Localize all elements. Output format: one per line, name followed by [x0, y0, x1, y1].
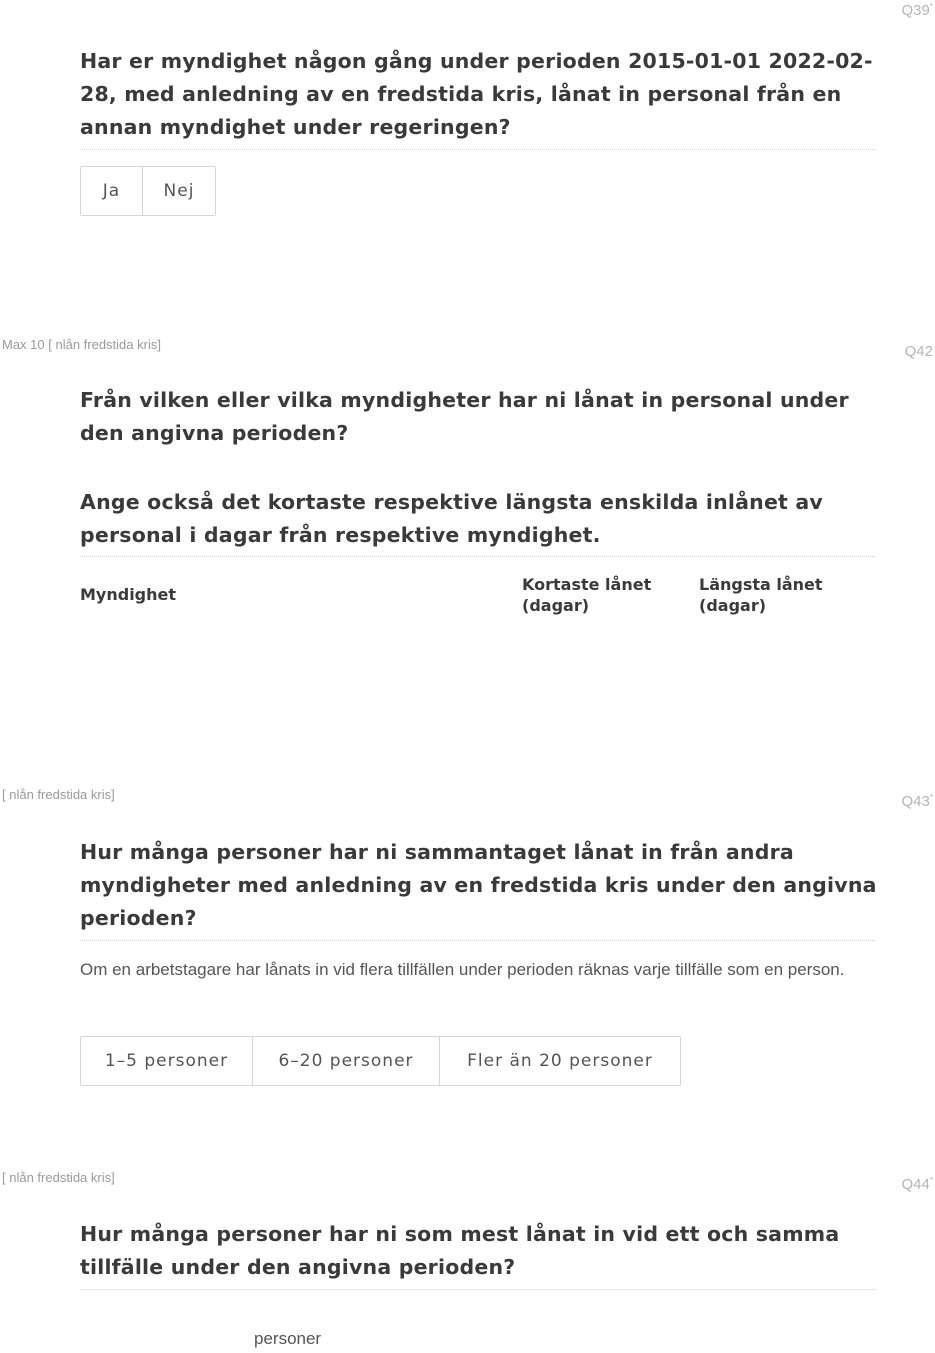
question-title: Har er myndighet någon gång under perioden 2015-01-01 2022-02-28, med anledning av en fredstida kris, lånat in personal från en annan myndighet under regeringen?	[80, 49, 873, 139]
divider	[80, 1289, 875, 1290]
column-header-longest: Längsta lånet (dagar)	[699, 575, 823, 615]
required-mark: *	[929, 793, 933, 802]
required-mark: *	[929, 1176, 933, 1185]
count-button-group	[80, 1036, 681, 1086]
option-1-5-button[interactable]: 1–5 personer	[81, 1037, 253, 1085]
column-header-authority: Myndighet	[80, 585, 177, 604]
option-6-20-button[interactable]: 6–20 personer	[253, 1037, 440, 1085]
question-number: Q39*	[901, 2, 933, 19]
column-header-shortest: Kortaste lånet (dagar)	[522, 575, 652, 615]
yes-no-button-group	[80, 166, 216, 216]
required-mark: *	[929, 2, 933, 11]
unit-label: personer	[254, 1329, 322, 1348]
routing-label: [ nlån fredstida kris]	[2, 787, 115, 802]
option-over-20-button[interactable]: Fler än 20 personer	[440, 1037, 680, 1085]
question-number: Q42	[904, 343, 933, 360]
divider	[80, 940, 875, 941]
question-subtitle: Ange också det kortaste respektive längsta enskilda inlånet av personal i dagar från respektive myndighet.	[80, 490, 823, 547]
question-title: Hur många personer har ni som mest lånat in vid ett och samma tillfälle under den angivna perioden?	[80, 1222, 840, 1279]
option-yes-button[interactable]: Ja	[81, 167, 143, 215]
helper-text: Om en arbetstagare har lånats in vid flera tillfällen under perioden räknas varje tillfälle som en person.	[80, 960, 845, 979]
question-title: Från vilken eller vilka myndigheter har ni lånat in personal under den angivna perioden?	[80, 388, 849, 445]
routing-label: Max 10 [ nlån fredstida kris]	[2, 337, 161, 352]
divider	[80, 149, 875, 150]
question-title: Hur många personer har ni sammantaget lånat in från andra myndigheter med anledning av en fredstida kris under den angivna perioden?	[80, 840, 877, 930]
question-number: Q44*	[901, 1176, 933, 1193]
divider	[80, 556, 875, 557]
option-no-button[interactable]: Nej	[143, 167, 215, 215]
routing-label: [ nlån fredstida kris]	[2, 1170, 115, 1185]
question-number: Q43*	[901, 793, 933, 810]
